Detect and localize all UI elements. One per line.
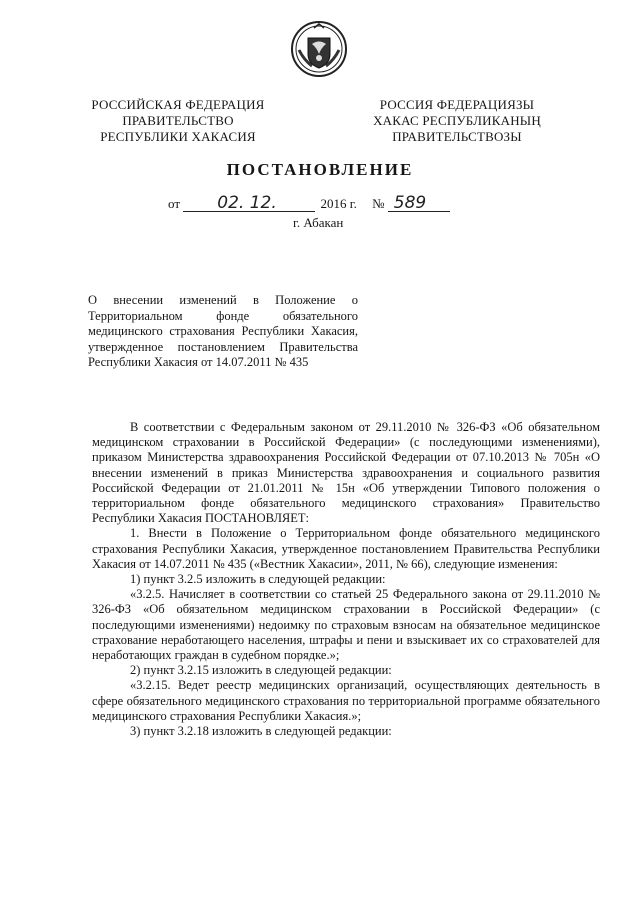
city: г. Абакан [293, 215, 344, 230]
number-field [388, 194, 450, 212]
document-body [92, 420, 600, 739]
header-left-line: РОССИЙСКАЯ ФЕДЕРАЦИЯ [91, 97, 265, 112]
quote-3-2-5: «3.2.5. Начисляет в соответствии со статьей 25 Федерального закона от 29.11.2010 № 326-ФЗ «Об обязательном медицинском страховании в Российской Федерации» (с последующими изменениями) недоимку по страховым взносам на обязательное медицинское страхование неработающего населения, штрафы и пени и взыскивает их со страхователей для неработающих граждан в судебном порядке.»; [92, 587, 600, 663]
subject-text: О внесении изменений в Положение о Территориальном фонде обязательного медицинского страхования Республики Хакасия, утвержденное постановлением Правительства Республики Хакасия от 14.07.2011 № 435 [88, 293, 358, 369]
header-right [357, 97, 557, 145]
preamble: В соответствии с Федеральным законом от 29.11.2010 № 326-ФЗ «Об обязательном медицинском страховании в Российской Федерации» (с последующими изменениями), приказом Министерства здравоохранения Российской Федерации от 07.10.2013 № 705н «О внесении изменений в приказ Министерства здравоохранения и социального развития Российской Федерации от 21.01.2011 № 15н «Об утверждении Типового положения о территориальном фонде обязательного медицинского страхования» Правительство Республики Хакасия ПОСТАНОВЛЯЕТ: [92, 420, 600, 526]
header-left [78, 97, 278, 145]
subitem-1: 1) пункт 3.2.5 изложить в следующей редакции: [130, 572, 386, 587]
quote-3-2-15: «3.2.15. Ведет реестр медицинских организаций, осуществляющих деятельность в сфере обязательного медицинского страхования по территориальной программе обязательного медицинского страхования Республики Хакасия.»; [92, 678, 600, 723]
header-right-line: ПРАВИТЕЛЬСТВОЗЫ [392, 129, 522, 144]
date-year: 2016 г. [320, 196, 357, 211]
number-sign: № [372, 196, 385, 211]
header-right-line: ХАКАС РЕСПУБЛИКАНЫҢ [373, 113, 541, 128]
date-line [168, 194, 488, 212]
date-prefix: от [168, 196, 181, 211]
document-title: ПОСТАНОВЛЕНИЕ [226, 160, 414, 179]
header-right-line: РОССИЯ ФЕДЕРАЦИЯЗЫ [379, 97, 535, 112]
date-field [183, 194, 315, 212]
subitem-2: 2) пункт 3.2.15 изложить в следующей редакции: [130, 663, 392, 678]
header-left-line: РЕСПУБЛИКИ ХАКАСИЯ [100, 129, 256, 144]
subitem-3: 3) пункт 3.2.18 изложить в следующей редакции: [130, 724, 392, 739]
item-1: 1. Внести в Положение о Территориальном фонде обязательного медицинского страхования Республики Хакасия, утвержденное постановлением Правительства Республики Хакасия от 14.07.2011 № 435 («Вестник Хакасии», 2011, № 66), следующие изменения: [92, 526, 600, 571]
handwritten-date: 02. 12. [217, 193, 277, 213]
handwritten-number: 589 [393, 193, 427, 213]
header-left-line: ПРАВИТЕЛЬСТВО [122, 113, 234, 128]
subject-block [88, 293, 358, 371]
coat-of-arms-emblem [290, 20, 348, 78]
